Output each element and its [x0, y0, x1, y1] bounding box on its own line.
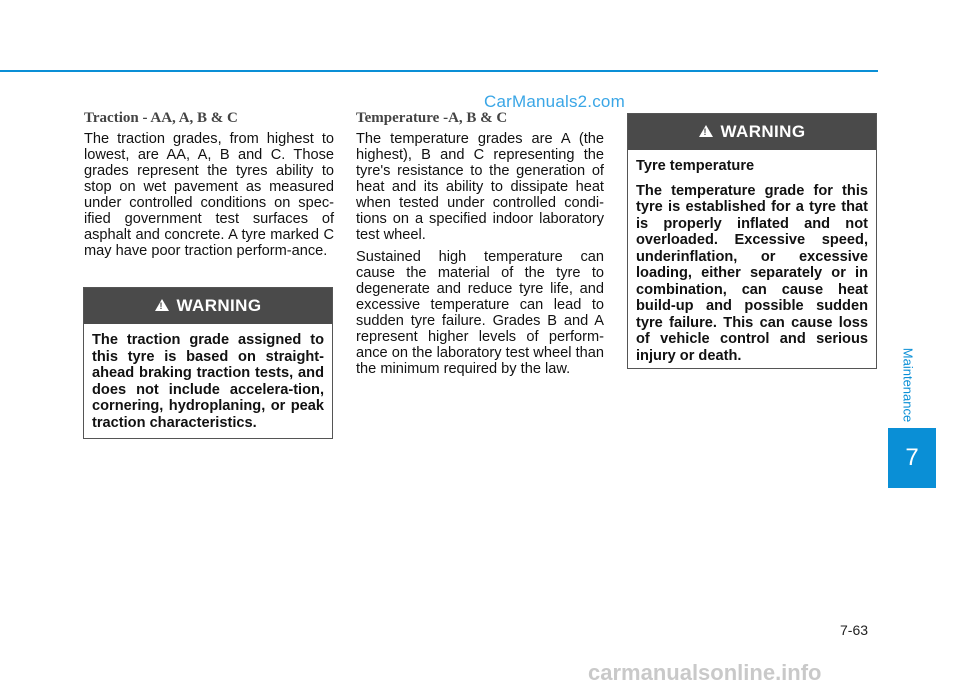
chapter-tab: 7 — [888, 428, 936, 488]
temperature-heading: Temperature -A, B & C — [356, 110, 508, 126]
top-rule — [0, 70, 878, 72]
warning-body — [628, 150, 876, 372]
warning-text: The traction grade assigned to this tyre is based on straight-ahead braking traction tests, and does not include accelera-tion, cornering, hydroplaning, or peak traction characteristics. — [92, 332, 324, 431]
warning-header — [628, 114, 876, 150]
warning-text: The temperature grade for this tyre is established for a tyre that is properly inflated and not overloaded. Excessive speed, underinflation, or excessive loading, either separately or in combination, can cause heat build-up and possible sudden tyre failure. This can cause loss of vehicle control and serious injury or death. — [636, 182, 868, 364]
traction-paragraph: The traction grades, from highest to lowest, are AA, A, B and C. Those grades represent the tyres ability to stop on wet pavement as measured under controlled conditions on spec-ified government test surfaces of asphalt and concrete. A tyre marked C may have poor traction perform-ance. — [84, 131, 334, 259]
section-side-label — [896, 345, 920, 425]
page-number: 7-63 — [840, 622, 869, 638]
traction-warning-box — [83, 287, 333, 439]
watermark-bottom[interactable]: carmanualsonline.info — [588, 660, 822, 685]
warning-title: WARNING — [720, 122, 806, 141]
traction-heading: Traction - AA, A, B & C — [84, 110, 238, 126]
warning-body — [84, 324, 332, 439]
temperature-paragraph-2: Sustained high temperature can cause the material of the tyre to degenerate and reduce tyre life, and excessive temperature can lead to sudden tyre failure. Grades B and A represent higher levels of perform-ance on the laboratory test wheel than the minimum required by the law. — [356, 249, 604, 377]
temperature-warning-box — [627, 113, 877, 369]
watermark-top[interactable]: CarManuals2.com — [484, 92, 625, 111]
section-label-text: Maintenance — [900, 347, 916, 423]
warning-triangle-icon — [155, 299, 169, 311]
warning-triangle-icon — [699, 125, 713, 137]
temperature-paragraph-1: The temperature grades are A (the highest), B and C representing the tyre's resistance to the generation of heat and its ability to dissipate heat when tested under controlled condi-tions on a specified indoor laboratory test wheel. — [356, 131, 604, 243]
warning-header — [84, 288, 332, 324]
warning-title: WARNING — [176, 296, 262, 315]
warning-subtitle: Tyre temperature — [636, 158, 755, 174]
